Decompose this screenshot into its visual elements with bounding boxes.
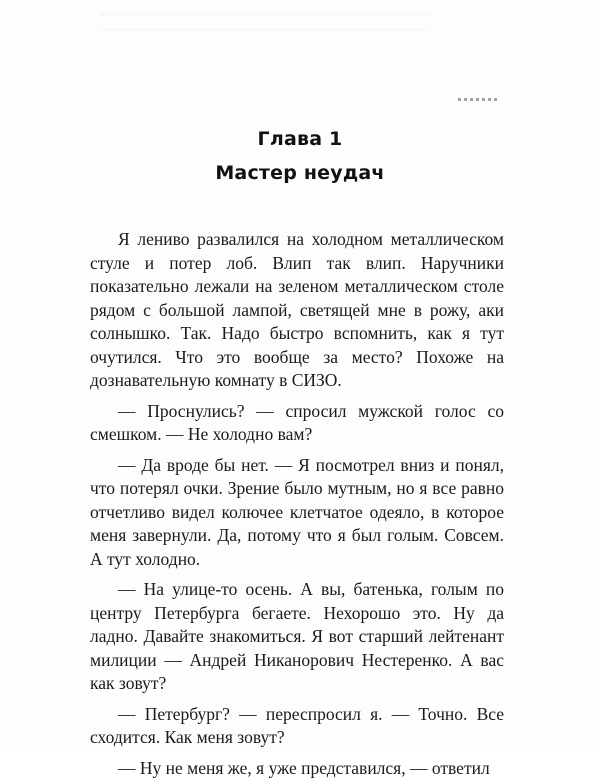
paragraph: — На улице-то осень. А вы, батенька, голым по центру Петербурга бегаете. Нехорошо это. Ну да ладно. Давайте знакомиться. Я вот старший лейтенант милиции — Андрей Никанорович Нестеренко. А вас как зовут? — [90, 578, 504, 696]
body-text — [90, 228, 504, 780]
paragraph: — Петербург? — переспросил я. — Точно. Все сходится. Как меня зовут? — [90, 703, 504, 750]
print-mark — [458, 98, 498, 101]
paragraph: — Да вроде бы нет. — Я посмотрел вниз и понял, что потерял очки. Зрение было мутным, но я все равно отчетливо видел колючее клетчатое одеяло, в которое меня завернули. Да, потому что я был голым. Совсем. А тут холодно. — [90, 454, 504, 572]
paragraph: Я лениво развалился на холодном металлическом стуле и потер лоб. Влип так влип. Наручники показательно лежали на зеленом металлическом столе рядом с большой лампой, светящей мне в рожу, аки солнышко. Так. Надо быстро вспомнить, как я тут очутился. Что это вообще за место? Похоже на дознавательную комнату в СИЗО. — [90, 228, 504, 393]
chapter-number: Глава 1 — [0, 128, 600, 150]
chapter-title: Мастер неудач — [0, 162, 600, 184]
paragraph: — Ну не меня же, я уже представился, — ответил — [90, 757, 504, 780]
paragraph: — Проснулись? — спросил мужской голос со смешком. — Не холодно вам? — [90, 400, 504, 447]
bleed-through-text — [100, 14, 430, 30]
